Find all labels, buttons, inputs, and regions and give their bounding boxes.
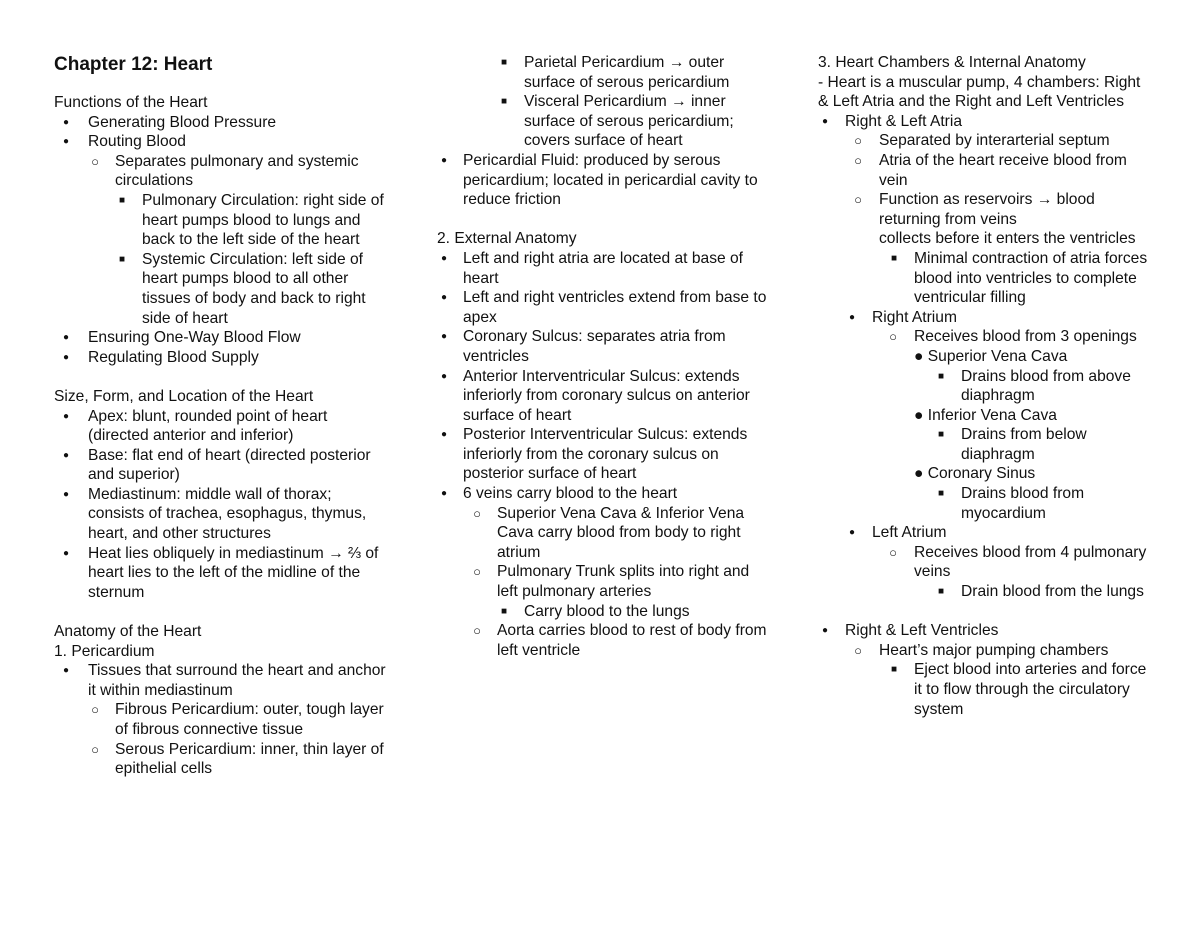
- list-item: ● Right Atrium: [818, 308, 1153, 328]
- list-item: ■ Visceral Pericardium → inner surface of serous pericardium; covers surface of heart: [437, 92, 772, 151]
- list-item: ● Superior Vena Cava: [914, 347, 1068, 365]
- disc-bullet-icon: ●: [62, 488, 70, 500]
- square-bullet-icon: ■: [937, 370, 945, 382]
- disc-bullet-icon: ●: [821, 115, 829, 127]
- circle-bullet-icon: ○: [889, 544, 897, 560]
- list-item: ■ Minimal contraction of atria forces blood into ventricles to complete ventricular filling: [818, 249, 1153, 308]
- list-item: ○ Separated by interarterial septum: [818, 131, 1153, 151]
- list-item: ○ Separates pulmonary and systemic circulations: [54, 152, 389, 191]
- list-item: ● Generating Blood Pressure: [54, 113, 389, 133]
- list-item: ○ Receives blood from 4 pulmonary veins: [818, 543, 1153, 582]
- list-item: ■ Drains from below diaphragm: [818, 425, 1153, 464]
- list-item: ● Coronary Sinus: [914, 465, 1036, 483]
- list-item: ■ Drains blood from myocardium: [818, 484, 1153, 523]
- list-item: ■ Drains blood from above diaphragm: [818, 367, 1153, 406]
- disc-bullet-icon: ●: [821, 625, 829, 637]
- circle-bullet-icon: ○: [473, 623, 481, 639]
- square-bullet-icon: ■: [890, 252, 898, 264]
- list-item: ○ Superior Vena Cava & Inferior Vena Cava carry blood from body to right atrium: [437, 504, 772, 563]
- subheading-pericardium: 1. Pericardium: [54, 642, 155, 660]
- section-intro: - Heart is a muscular pump, 4 chambers: Right & Left Atria and the Right and Left Ventricles: [818, 73, 1141, 111]
- square-bullet-icon: ■: [118, 253, 126, 265]
- square-bullet-icon: ■: [500, 57, 508, 68]
- circle-bullet-icon: ○: [854, 642, 862, 658]
- list-item: ● Mediastinum: middle wall of thorax; consists of trachea, esophagus, thymus, heart, and other structures: [54, 485, 389, 544]
- square-bullet-icon: ■: [500, 96, 508, 108]
- circle-bullet-icon: ○: [889, 329, 897, 345]
- section-heading-chambers: 3. Heart Chambers & Internal Anatomy: [818, 54, 1086, 71]
- section-heading-anatomy: Anatomy of the Heart: [54, 623, 202, 641]
- list-item: ● Pericardial Fluid: produced by serous pericardium; located in pericardial cavity to reduce friction: [437, 151, 772, 210]
- disc-bullet-icon: ●: [440, 292, 448, 304]
- disc-bullet-icon: ●: [440, 429, 448, 441]
- list-item: ● 6 veins carry blood to the heart: [437, 484, 772, 504]
- disc-bullet-icon: ●: [440, 370, 448, 382]
- disc-bullet-icon: ●: [440, 488, 448, 500]
- list-item: ● Apex: blunt, rounded point of heart (directed anterior and inferior): [54, 407, 389, 446]
- list-item: ● Anterior Interventricular Sulcus: extends inferiorly from coronary sulcus on anterior surface of heart: [437, 367, 772, 426]
- list-item: ● Right & Left Ventricles: [818, 621, 1153, 641]
- list-item: ● Left Atrium: [818, 523, 1153, 543]
- section-heading-size: Size, Form, and Location of the Heart: [54, 387, 314, 405]
- circle-bullet-icon: ○: [854, 152, 862, 168]
- list-item: ● Tissues that surround the heart and anchor it within mediastinum: [54, 661, 389, 700]
- list-item: ■ Systemic Circulation: left side of heart pumps blood to all other tissues of body and back to right side of heart: [54, 250, 389, 328]
- square-bullet-icon: ■: [937, 586, 945, 598]
- list-item: ■ Eject blood into arteries and force it to flow through the circulatory system: [818, 660, 1153, 719]
- list-item: ○ Pulmonary Trunk splits into right and left pulmonary arteries: [437, 562, 772, 601]
- list-item: ● Left and right atria are located at base of heart: [437, 249, 772, 288]
- disc-bullet-icon: ●: [62, 116, 70, 128]
- disc-bullet-icon: ●: [62, 351, 70, 363]
- list-item: ● Right & Left Atria: [818, 112, 1153, 132]
- list-item: ○ Atria of the heart receive blood from vein: [818, 151, 1153, 190]
- list-item: ● Left and right ventricles extend from base to apex: [437, 288, 772, 327]
- circle-bullet-icon: ○: [91, 702, 99, 718]
- list-item: ● Inferior Vena Cava: [914, 406, 1057, 424]
- circle-bullet-icon: ○: [854, 133, 862, 149]
- square-bullet-icon: ■: [937, 488, 945, 500]
- disc-bullet-icon: ●: [62, 410, 70, 422]
- list-item: ● Regulating Blood Supply: [54, 348, 389, 368]
- circle-bullet-icon: ○: [473, 564, 481, 580]
- disc-bullet-icon: ●: [62, 332, 70, 344]
- disc-bullet-icon: ●: [62, 449, 70, 461]
- column-2: [437, 53, 772, 660]
- list-item: ○ Fibrous Pericardium: outer, tough layer of fibrous connective tissue: [54, 700, 389, 739]
- circle-bullet-icon: ○: [91, 153, 99, 169]
- square-bullet-icon: ■: [500, 605, 508, 617]
- square-bullet-icon: ■: [890, 664, 898, 676]
- list-item: ■ Drain blood from the lungs: [818, 582, 1153, 602]
- list-item: ○ Serous Pericardium: inner, thin layer of epithelial cells: [54, 740, 389, 779]
- list-item: ○ Heart’s major pumping chambers: [818, 641, 1153, 661]
- list-item: ● Base: flat end of heart (directed posterior and superior): [54, 446, 389, 485]
- column-1: [54, 53, 389, 779]
- list-item: ■ Carry blood to the lungs: [437, 602, 772, 622]
- square-bullet-icon: ■: [937, 429, 945, 441]
- disc-bullet-icon: ●: [440, 331, 448, 343]
- list-item: ● Routing Blood: [54, 132, 389, 152]
- section-heading-functions: Functions of the Heart: [54, 94, 208, 111]
- disc-bullet-icon: ●: [440, 252, 448, 264]
- list-item: ● Coronary Sulcus: separates atria from ventricles: [437, 327, 772, 366]
- disc-bullet-icon: ●: [62, 136, 70, 148]
- list-item: ■ Pulmonary Circulation: right side of heart pumps blood to lungs and back to the left side of the heart: [54, 191, 389, 250]
- list-item: ● Heat lies obliquely in mediastinum → ⅔ of heart lies to the left of the midline of the sternum: [54, 544, 389, 603]
- disc-bullet-icon: ●: [848, 311, 856, 323]
- list-item: ○ Receives blood from 3 openings: [818, 327, 1153, 347]
- disc-bullet-icon: ●: [848, 527, 856, 539]
- column-3: [818, 53, 1153, 719]
- list-item: ○ Function as reservoirs → blood returning from veins: [818, 190, 1153, 229]
- disc-bullet-icon: ●: [62, 665, 70, 677]
- list-item: ○ Aorta carries blood to rest of body from left ventricle: [437, 621, 772, 660]
- section-heading-external: 2. External Anatomy: [437, 230, 577, 248]
- disc-bullet-icon: ●: [62, 547, 70, 559]
- disc-bullet-icon: ●: [440, 154, 448, 166]
- list-item-continuation: collects before it enters the ventricles: [879, 230, 1136, 248]
- list-item: ■ Parietal Pericardium → outer surface of serous pericardium: [437, 53, 772, 92]
- square-bullet-icon: ■: [118, 194, 126, 206]
- page-title: Chapter 12: Heart: [54, 54, 213, 75]
- circle-bullet-icon: ○: [473, 505, 481, 521]
- list-item: ● Posterior Interventricular Sulcus: extends inferiorly from the coronary sulcus on posterior surface of heart: [437, 425, 772, 484]
- circle-bullet-icon: ○: [854, 192, 862, 208]
- list-item: ● Ensuring One-Way Blood Flow: [54, 328, 389, 348]
- circle-bullet-icon: ○: [91, 741, 99, 757]
